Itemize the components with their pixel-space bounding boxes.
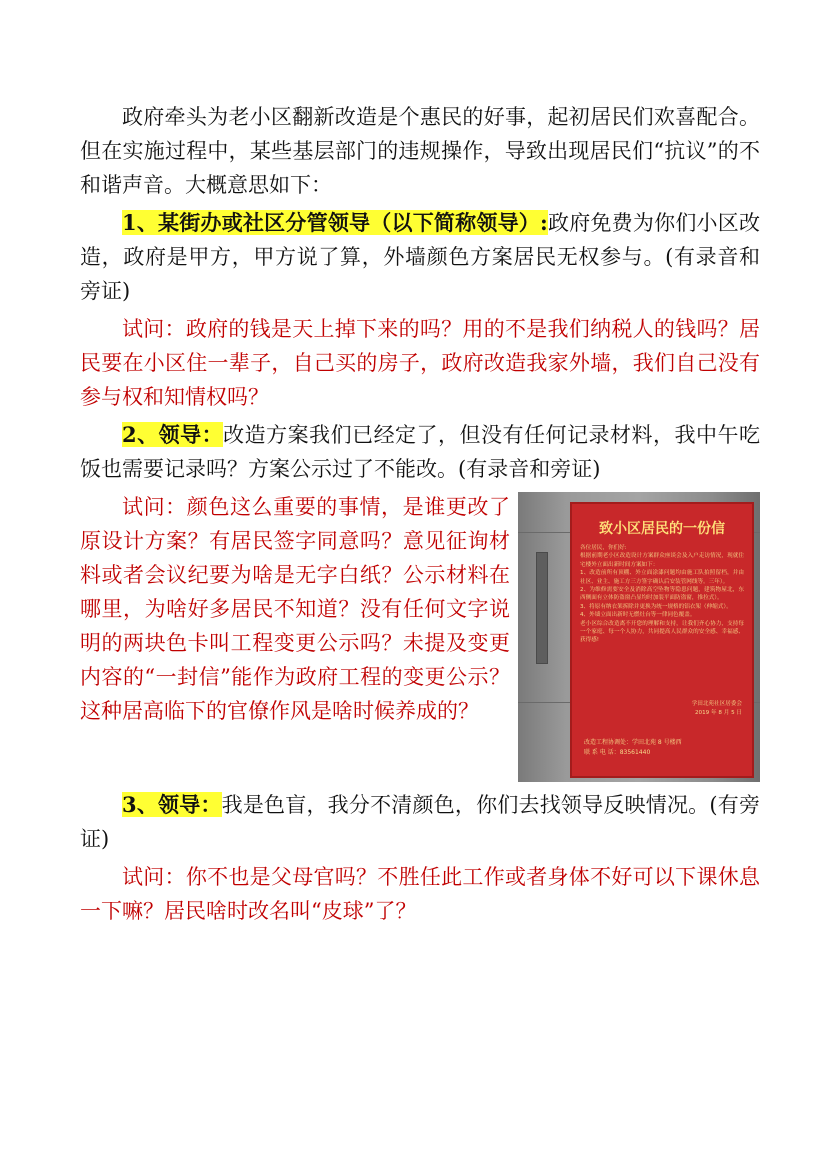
item-1-text: 政府免费为你们小区改造，政府是甲方，甲方说了算，外墙颜色方案居民无权参与。(有录音和旁证) bbox=[80, 211, 760, 303]
item-2-label: 2、领导： bbox=[122, 422, 224, 447]
item-3-question: 试问：你不也是父母官吗？不胜任此工作或者身体不好可以下课休息一下嘛？居民啥时改名叫“皮球”了？ bbox=[80, 865, 760, 923]
item-3-paragraph bbox=[80, 788, 760, 856]
poster-contact-line-2: 联 系 电 话：83561440 bbox=[584, 749, 651, 756]
poster-date: 2019 年 8 月 5 日 bbox=[694, 710, 742, 716]
poster-title: 致小区居民的一份信 bbox=[599, 521, 725, 537]
poster-body bbox=[580, 544, 744, 645]
poster-point-1: 1、改造前所有顶棚、外立面涂漆问题均由施工队拍照留档，并由社区、业主、施工方三方签字确认后安装管网线等。三年）。 bbox=[580, 570, 744, 585]
poster-contact-block bbox=[584, 738, 682, 758]
poster-point-4: 4、外墙立面出新时无燃灶台等一律同色覆盖。 bbox=[580, 612, 696, 619]
poster-point-2: 2、为维修需要安全及消除高空坠物等隐患问题，建筑物屋北，东西侧面有立体防盗窗凸显均时加装平面防盗窗，推拉式）。 bbox=[580, 587, 744, 602]
item-1-label: 1、某街办或社区分管领导（以下简称领导）: bbox=[122, 210, 548, 235]
notice-poster-photo bbox=[518, 492, 760, 782]
poster-contact-line-1: 改造工程协调处：学田北苑 8 号楼西 bbox=[584, 739, 682, 746]
item-1-paragraph bbox=[80, 206, 760, 308]
red-notice-poster bbox=[570, 502, 754, 778]
item-2-question: 试问：颜色这么重要的事情，是谁更改了原设计方案？有居民签字同意吗？意见征询材料或者会议纪要为啥是无字白纸？公示材料在哪里，为啥好多居民不知道？没有任何文字说明的两块色卡叫工程变更公示吗？未提及变更内容的“一封信”能作为政府工程的变更公示？这种居高临下的官僚作风是啥时候养成的？ bbox=[80, 495, 510, 723]
article-body bbox=[80, 100, 760, 932]
intro-paragraph: 政府牵头为老小区翻新改造是个惠民的好事，起初居民们欢喜配合。但在实施过程中，某些基层部门的违规操作，导致出现居民们“抗议”的不和谐声音。大概意思如下： bbox=[80, 105, 760, 197]
poster-greeting: 各位居民，你们好: bbox=[580, 545, 627, 551]
wall-vent bbox=[536, 552, 548, 664]
item-2-paragraph bbox=[80, 418, 760, 486]
item-2-text: 改造方案我们已经定了，但没有任何记录材料，我中午吃饭也需要记录吗？方案公示过了不能改。(有录音和旁证) bbox=[80, 423, 760, 481]
item-2-question-block bbox=[80, 490, 760, 788]
item-3-label: 3、领导： bbox=[122, 792, 222, 817]
poster-point-3: 3、将原有纳衣架拆除并更换为统一规格的铝衣架（伸缩式）。 bbox=[580, 603, 732, 610]
poster-closing: 老小区综合改造离不开您的理解和支持，让我们齐心协力，支持每一个家庭、每一个人协力，共同提高人民群众的安全感、幸福感、获得感! bbox=[580, 620, 744, 644]
item-1-question: 试问：政府的钱是天上掉下来的吗？用的不是我们纳税人的钱吗？居民要在小区住一辈子，自己买的房子，政府改造我家外墙，我们自己没有参与权和知情权吗？ bbox=[80, 317, 760, 409]
item-3-text: 我是色盲，我分不清颜色，你们去找领导反映情况。(有旁证) bbox=[80, 793, 760, 851]
poster-signature-block bbox=[692, 700, 742, 718]
poster-paragraph: 根据前期老小区改造设计方案群众座谈会及入户走访情况，现就住宅楼外立面出新时间方案如下： bbox=[580, 553, 744, 568]
poster-signature: 学田北苑社区居委会 bbox=[691, 701, 742, 707]
